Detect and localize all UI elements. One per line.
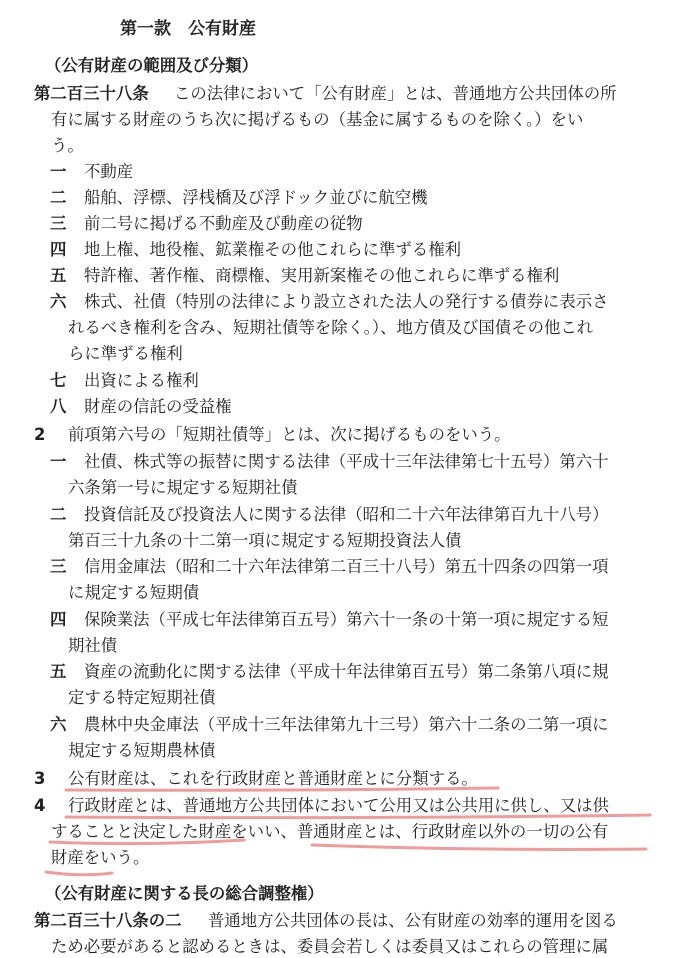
item-text: 保険業法（平成七年法律第百五号）第六十一条の十第一項に規定する短 (84, 610, 609, 629)
paragraph-text: 前項第六号の「短期社債等」とは、次に掲げるものをいう。 (68, 425, 511, 444)
item-text: らに準ずる権利 (68, 344, 183, 363)
item-number: 六 (50, 715, 67, 734)
item-text: 特許権、著作権、商標権、実用新案権その他これらに準ずる権利 (84, 266, 560, 285)
item-number: 五 (50, 662, 67, 681)
item-text: 規定する短期農林債 (68, 741, 216, 760)
item-text: 財産の信託の受益権 (84, 397, 232, 416)
article-text-line: う。 (51, 136, 84, 155)
underline-stroke (312, 845, 646, 850)
item-number: 七 (50, 371, 67, 390)
item-text: れるべき権利を含み、短期社債等を除く。）、地方債及び国債その他これ (68, 318, 594, 337)
item-text: 投資信託及び投資法人に関する法律（昭和二十六年法律第百九十八号） (84, 505, 609, 524)
article-caption: （公有財産の範囲及び分類） (45, 56, 259, 75)
item-number: 二 (50, 505, 67, 524)
paragraph-text: 財産をいう。 (51, 848, 150, 867)
item-text: 期社債 (68, 636, 118, 655)
article-text-line: 有に属する財産のうち次に掲げるもの（基金に属するものを除く。）をい (51, 110, 584, 129)
paragraph-text: 行政財産とは、普通地方公共団体において公用又は公共用に供し、又は供 (68, 796, 609, 815)
item-text: 地上権、地役権、鉱業権その他これらに準ずる権利 (84, 240, 461, 259)
item-number: 一 (50, 452, 67, 471)
item-number: 二 (50, 188, 67, 207)
item-number: 六 (50, 292, 67, 311)
item-number: 三 (50, 557, 67, 576)
item-text: 不動産 (84, 162, 134, 181)
item-text: 第百三十九条の十二第一項に規定する短期投資法人債 (68, 531, 462, 550)
item-text: 農林中央金庫法（平成十三年法律第九十三号）第六十二条の二第一項に (84, 715, 609, 734)
article-text-line: この法律において「公有財産」とは、普通地方公共団体の所 (174, 84, 617, 103)
item-text: 社債、株式等の振替に関する法律（平成十三年法律第七十五号）第六十 (84, 452, 609, 471)
paragraph-number: 4 (34, 796, 46, 815)
item-text: 船舶、浮標、浮桟橋及び浮ドック並びに航空機 (84, 188, 428, 207)
item-text: 株式、社債（特別の法律により設立された法人の発行する債券に表示さ (84, 292, 609, 311)
item-text: 出資による権利 (84, 371, 199, 390)
paragraph-number: 2 (34, 425, 46, 444)
paragraph-number: 3 (34, 769, 46, 788)
item-text: 六条第一号に規定する短期社債 (68, 478, 298, 497)
item-number: 四 (50, 240, 67, 259)
article-caption: （公有財産に関する長の総合調整権） (45, 884, 324, 903)
item-number: 八 (50, 397, 67, 416)
item-number: 三 (50, 214, 67, 233)
item-number: 四 (50, 610, 67, 629)
item-text: 信用金庫法（昭和二十六年法律第二百三十八号）第五十四条の四第一項 (84, 557, 609, 576)
item-text: 定する特定短期社債 (68, 688, 216, 707)
paragraph-text: 公有財産は、これを行政財産と普通財産とに分類する。 (68, 769, 478, 788)
article-number: 第二百三十八条 (34, 84, 149, 103)
item-number: 一 (50, 162, 67, 181)
article-text-line: 普通地方公共団体の長は、公有財産の効率的運用を図る (208, 911, 618, 930)
section-title: 第一款 公有財産 (120, 19, 256, 39)
underline-stroke (46, 872, 112, 875)
item-text: 前二号に掲げる不動産及び動産の従物 (84, 214, 363, 233)
item-number: 五 (50, 266, 67, 285)
paragraph-text: することと決定した財産をいい、普通財産とは、行政財産以外の一切の公有 (51, 822, 609, 841)
article-text-line: ため必要があると認めるときは、委員会若しくは委員又はこれらの管理に属 (51, 937, 609, 956)
item-text: に規定する短期債 (68, 583, 200, 602)
article-number: 第二百三十八条の二 (34, 911, 182, 930)
item-text: 資産の流動化に関する法律（平成十年法律第百五号）第二条第八項に規 (84, 662, 609, 681)
